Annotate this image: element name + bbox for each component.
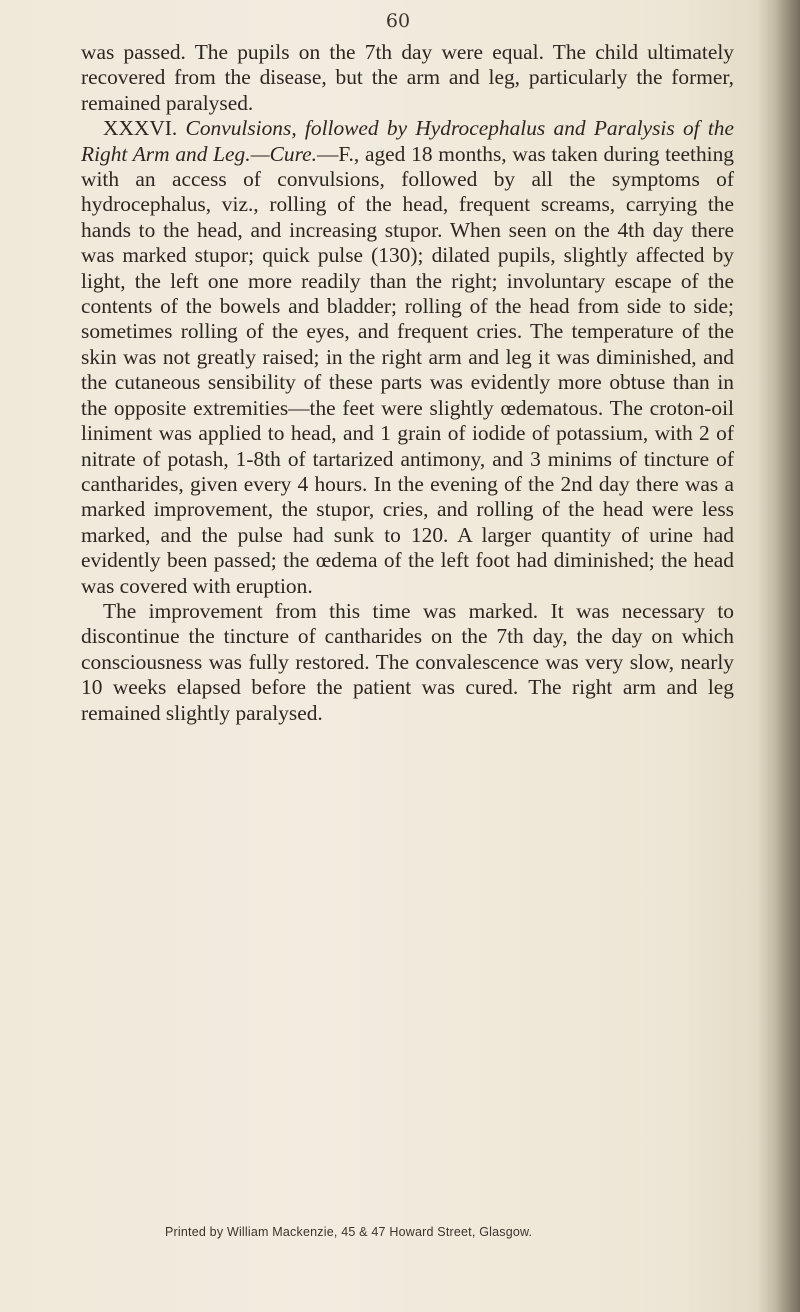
- page-edge-shadow: [758, 0, 800, 1312]
- page-number: 60: [385, 10, 411, 32]
- body-text: [81, 40, 734, 726]
- printer-imprint: Printed by William Mackenzie, 45 & 47 Howard Street, Glasgow.: [165, 1225, 533, 1239]
- case-title: Convulsions, followed by Hydrocephalus and Paralysis of the Right Arm and Leg.—Cure.: [81, 116, 734, 166]
- paragraph-continuation: was passed. The pupils on the 7th day were equal. The child ultimately recovered from the disease, but the arm and leg, particularly the former, remained paralysed.: [81, 40, 734, 115]
- case-number: XXXVI.: [103, 116, 178, 141]
- paragraph-improvement: The improvement from this time was marked. It was necessary to discontinue the tincture of cantharides on the 7th day, the day on which consciousness was fully restored. The convalescence was very slow, nearly 10 weeks elapsed before the patient was cured. The right arm and leg remained slightly paralysed.: [81, 598, 734, 725]
- case-paragraph: [81, 116, 734, 599]
- case-body: —F., aged 18 months, was taken during teething with an access of convulsions, followed by all the symptoms of hydrocephalus, viz., rolling of the head, frequent screams, carrying the hands to the head, and increasing stupor. When seen on the 4th day there was marked stupor; quick pulse (130); dilated pupils, slightly affected by light, the left one more readily than the right; involuntary escape of the contents of the bowels and bladder; rolling of the head from side to side; sometimes rolling of the eyes, and frequent cries. The temperature of the skin was not greatly raised; in the right arm and leg it was diminished, and the cutaneous sensibility of these parts was evidently more obtuse than in the opposite extremities—the feet were slightly œdematous. The croton-oil liniment was applied to head, and 1 grain of iodide of potassium, with 2 of nitrate of potash, 1-8th of tartarized antimony, and 3 minims of tincture of cantharides, given every 4 hours. In the evening of the 2nd day there was a marked improvement, the stupor, cries, and rolling of the head were less marked, and the pulse had sunk to 120. A larger quantity of urine had evidently been passed; the œdema of the left foot had diminished; the head was covered with eruption.: [81, 141, 734, 598]
